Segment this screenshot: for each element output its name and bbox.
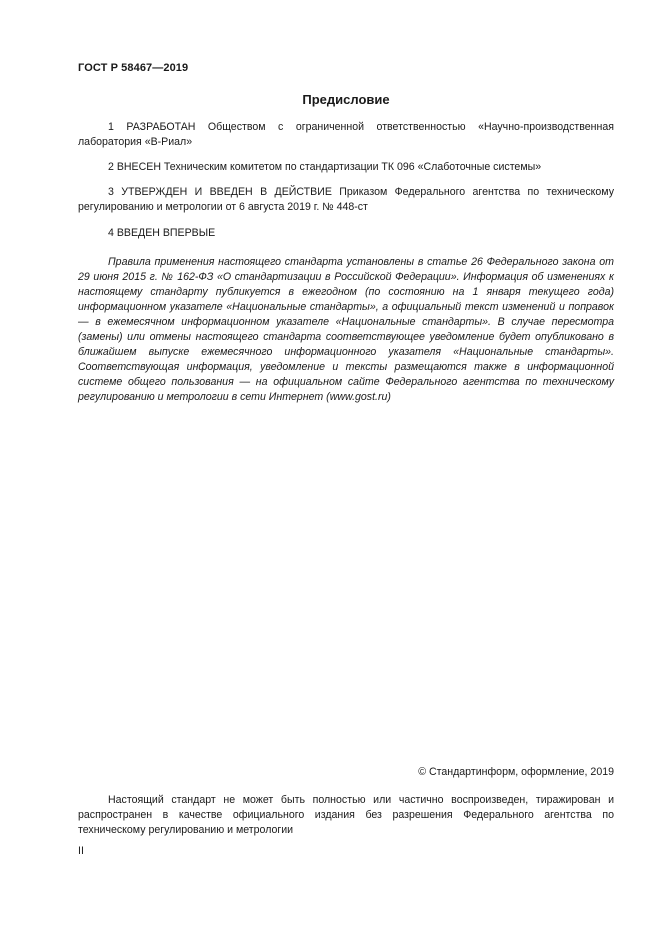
standard-code: ГОСТ Р 58467—2019 xyxy=(78,62,189,74)
foreword-item-3: 3 УТВЕРЖДЕН И ВВЕДЕН В ДЕЙСТВИЕ Приказом Федерального агентства по техническому регулированию и метрологии от 6 августа 2019 г. № 448-ст xyxy=(78,186,614,213)
copyright-line: © Стандартинформ, оформление, 2019 xyxy=(418,766,614,778)
page-number: II xyxy=(78,845,84,857)
rules-note: Правила применения настоящего стандарта установлены в статье 26 Федерального закона от 29 июня 2015 г. № 162-ФЗ «О стандартизации в Российской Федерации». Информация об изменениях к настоящему стандарту публикуется в ежегодном (по состоянию на 1 января текущего года) информационном указателе «Национальные стандарты», а официальный текст изменений и поправок — в ежемесячном информационном указателе «Национальные стандарты». В случае пересмотра (замены) или отмены настоящего стандарта соответствующее уведомление будет опубликовано в ближайшем выпуске ежемесячного информационного указателя «Национальные стандарты». Соответствующая информация, уведомление и тексты размещаются также в информационной системе общего пользования — на официальном сайте Федерального агентства по техническому регулированию и метрологии в сети Интернет (www.gost.ru) xyxy=(78,256,614,403)
section-title: Предисловие xyxy=(302,92,390,107)
foreword-item-4: 4 ВВЕДЕН ВПЕРВЫЕ xyxy=(108,227,216,239)
reproduction-notice: Настоящий стандарт не может быть полностью или частично воспроизведен, тиражирован и распространен в качестве официального издания без разрешения Федерального агентства по техническому регулированию и метрологии xyxy=(78,794,614,836)
foreword-item-1: 1 РАЗРАБОТАН Обществом с ограниченной ответственностью «Научно-производственная лаборатория «В-Риал» xyxy=(78,121,614,148)
foreword-item-2: 2 ВНЕСЕН Техническим комитетом по стандартизации ТК 096 «Слаботочные системы» xyxy=(108,161,542,173)
